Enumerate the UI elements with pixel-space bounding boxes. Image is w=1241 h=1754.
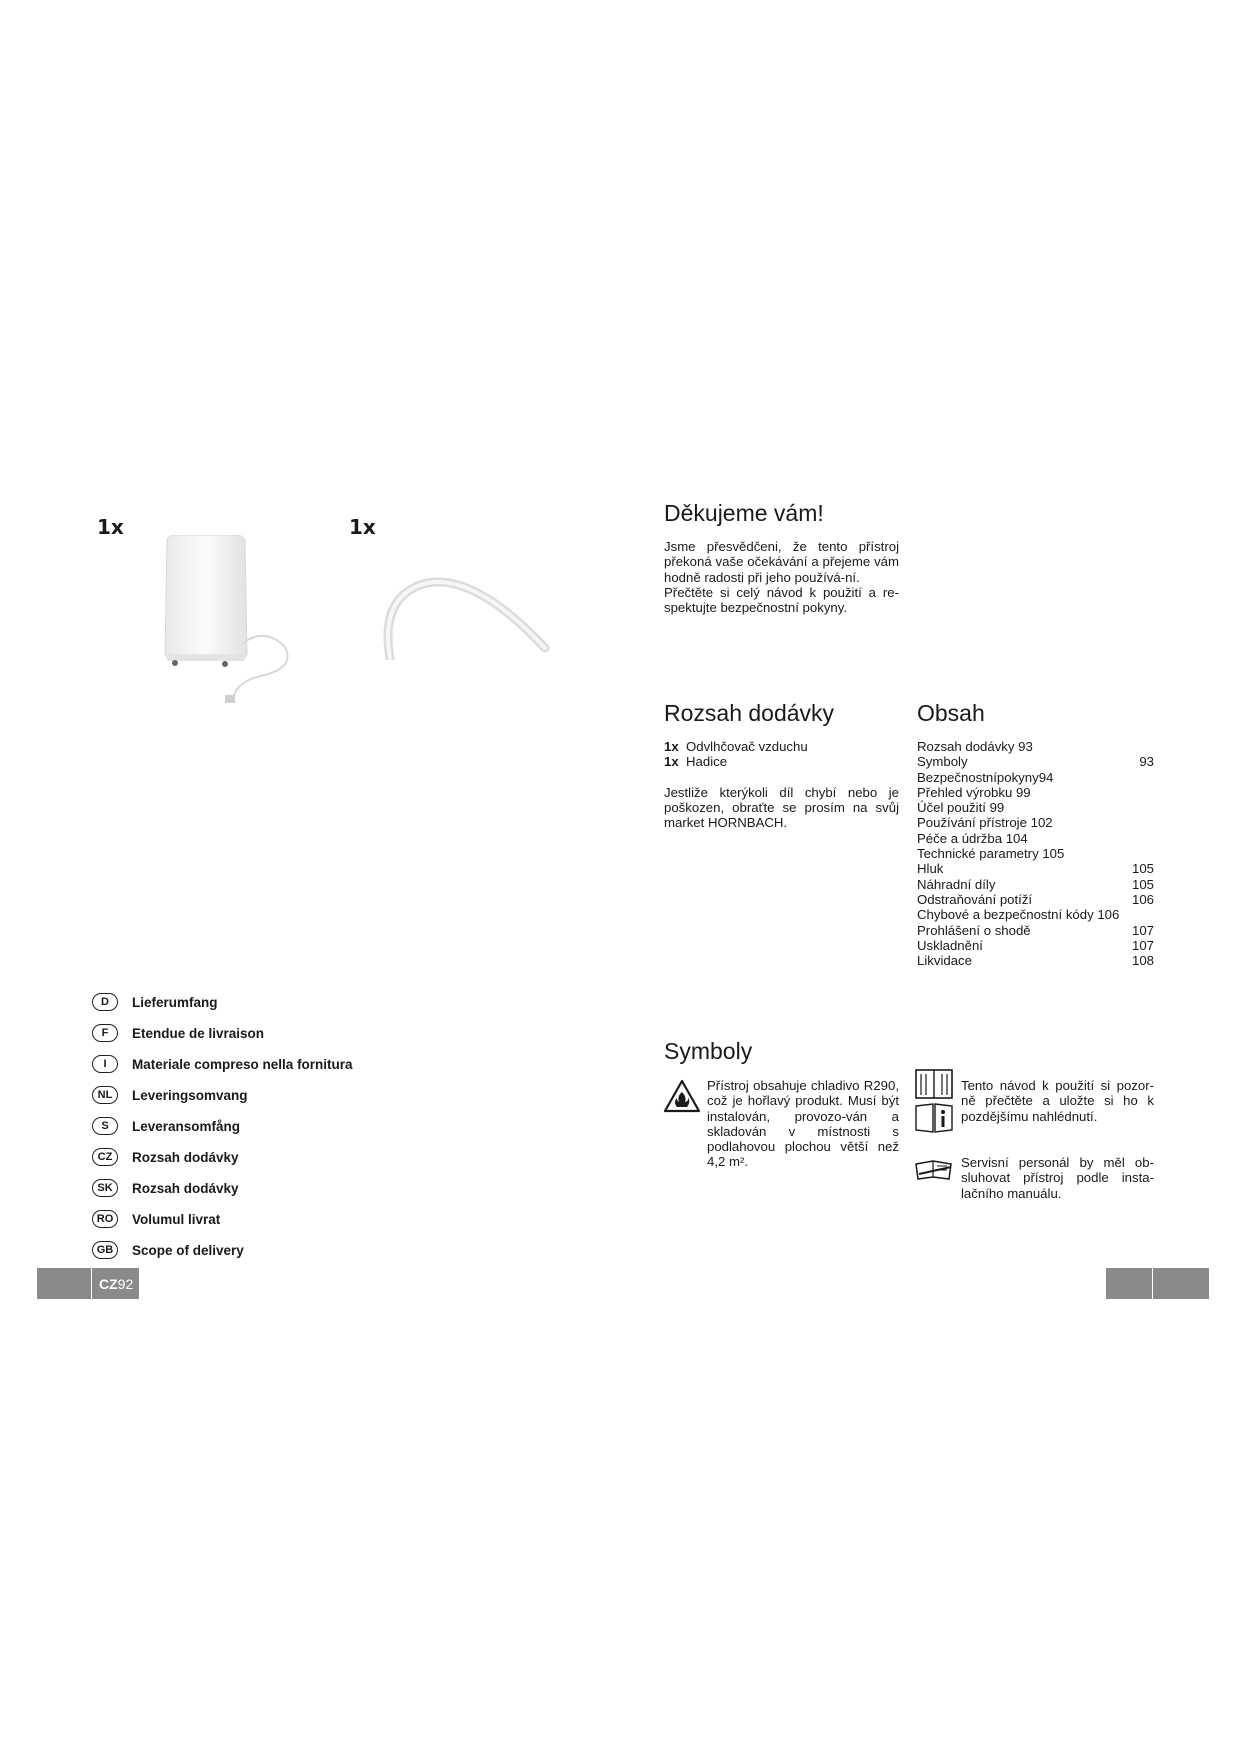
lang-badge-nl: NL [92,1086,118,1104]
hose-image [380,560,555,660]
thanks-text-2: Přečtěte si celý návod k použití a re-spektujte bezpečnostní pokyny. [664,584,899,616]
lang-text-sk: Rozsah dodávky [132,1180,239,1196]
contents-list [917,739,1154,968]
toc-entry [917,770,1154,785]
delivery-item [664,739,899,754]
lang-badge-ro: RO [92,1210,118,1228]
toc-label: Prohlášení o shodě [917,922,1031,938]
lang-badge-sk: SK [92,1179,118,1197]
lang-row-sk [92,1177,239,1199]
lang-badge-gb: GB [92,1241,118,1259]
lang-badge-f: F [92,1024,118,1042]
toc-entry [917,815,1154,830]
lang-text-ro: Volumul livrat [132,1211,221,1227]
thanks-title: Děkujeme vám! [664,500,824,526]
toc-label: Hluk [917,861,944,877]
toc-label: Symboly [917,754,968,770]
flammable-text: Přístroj obsahuje chladivo R290, což je hořlavý produkt. Musí být instalován, provozo-ván a skladován v místnosti s podlahovou plochou větší než 4,2 m². [707,1078,899,1170]
toc-page: 107 [1131,937,1154,953]
thanks-text-1: Jsme přesvědčeni, že tento přístroj překoná vaše očekávání a přejeme vám hodně radosti při jeho používá-ní. [664,539,899,585]
toc-entry [917,877,1154,892]
toc-label: Přehled výrobku 99 [917,784,1031,800]
delivery-list [664,739,899,830]
toc-label: Péče a údržba 104 [917,830,1028,846]
toc-entry [917,846,1154,861]
toc-page: 93 [1139,754,1154,770]
toc-entry [917,938,1154,953]
lang-row-i [92,1053,353,1075]
qty-hose: 1x [349,515,376,539]
lang-row-nl [92,1084,248,1106]
lang-text-s: Leveransomfång [132,1118,241,1134]
thanks-paragraph [664,539,899,615]
delivery-item-qty: 1x [664,754,679,770]
lang-row-gb [92,1239,244,1261]
lang-text-i: Materiale compreso nella fornitura [132,1056,353,1072]
delivery-title: Rozsah dodávky [664,700,835,726]
footer-bar-right-1 [1106,1268,1152,1299]
symbols-title: Symboly [664,1038,753,1064]
lang-badge-d: D [92,993,118,1011]
toc-label: Uskladnění [917,937,983,953]
toc-label: Používání přístroje 102 [917,815,1053,831]
toc-entry [917,831,1154,846]
lang-row-ro [92,1208,220,1230]
toc-entry [917,907,1154,922]
lang-text-nl: Leveringsomvang [132,1087,248,1103]
footer-lang-code: CZ [99,1275,118,1292]
lang-badge-s: S [92,1117,118,1135]
toc-entry [917,754,1154,769]
toc-page: 106 [1131,891,1154,907]
toc-entry [917,800,1154,815]
footer-bar-left [37,1268,91,1299]
lang-row-cz [92,1146,239,1168]
toc-entry [917,953,1154,968]
toc-entry [917,892,1154,907]
read-manual-icon [914,1068,954,1134]
page-number-box [92,1268,139,1299]
toc-label: Rozsah dodávky 93 [917,739,1033,754]
lang-text-cz: Rozsah dodávky [132,1149,239,1165]
delivery-note: Jestliže kterýkoli díl chybí nebo je poškozen, obraťte se prosím na svůj market HORNBACH. [664,784,899,831]
toc-label: Účel použití 99 [917,800,1005,816]
delivery-item [664,754,899,769]
dehumidifier-image [155,535,305,710]
toc-label: Náhradní díly [917,876,996,892]
toc-page: 105 [1131,861,1154,877]
toc-label: Chybové a bezpečnostní kódy 106 [917,907,1120,923]
lang-text-d: Lieferumfang [132,994,218,1010]
lang-row-f [92,1022,264,1044]
lang-badge-i: I [92,1055,118,1073]
footer-bar-right-2 [1153,1268,1209,1299]
toc-page: 105 [1131,876,1154,892]
manual-text: Tento návod k použití si pozor-ně přečtěte a uložte si ho k pozdějšímu nahlédnutí. [961,1078,1154,1124]
lang-text-gb: Scope of delivery [132,1242,244,1258]
footer-page-number: 92 [117,1275,134,1292]
lang-row-s [92,1115,240,1137]
service-manual-icon [913,1158,955,1182]
lang-text-f: Etendue de livraison [132,1025,265,1041]
qty-dehumidifier: 1x [97,515,124,539]
toc-entry [917,785,1154,800]
delivery-item-qty: 1x [664,739,679,754]
toc-entry [917,923,1154,938]
toc-entry [917,861,1154,876]
delivery-item-name: Hadice [686,754,728,770]
toc-page: 107 [1131,922,1154,938]
toc-label: Odstraňování potíží [917,891,1033,907]
flammable-warning-icon [663,1079,701,1113]
service-text: Servisní personál by měl ob-sluhovat přístroj podle insta-lačního manuálu. [961,1155,1154,1201]
toc-label: Bezpečnostnípokyny94 [917,769,1054,785]
toc-page: 108 [1131,953,1154,969]
toc-label: Likvidace [917,953,972,969]
toc-label: Technické parametry 105 [917,846,1065,862]
lang-badge-cz: CZ [92,1148,118,1166]
contents-title: Obsah [917,700,985,726]
toc-entry [917,739,1154,754]
delivery-item-name: Odvlhčovač vzduchu [686,739,808,754]
lang-row-d [92,991,218,1013]
